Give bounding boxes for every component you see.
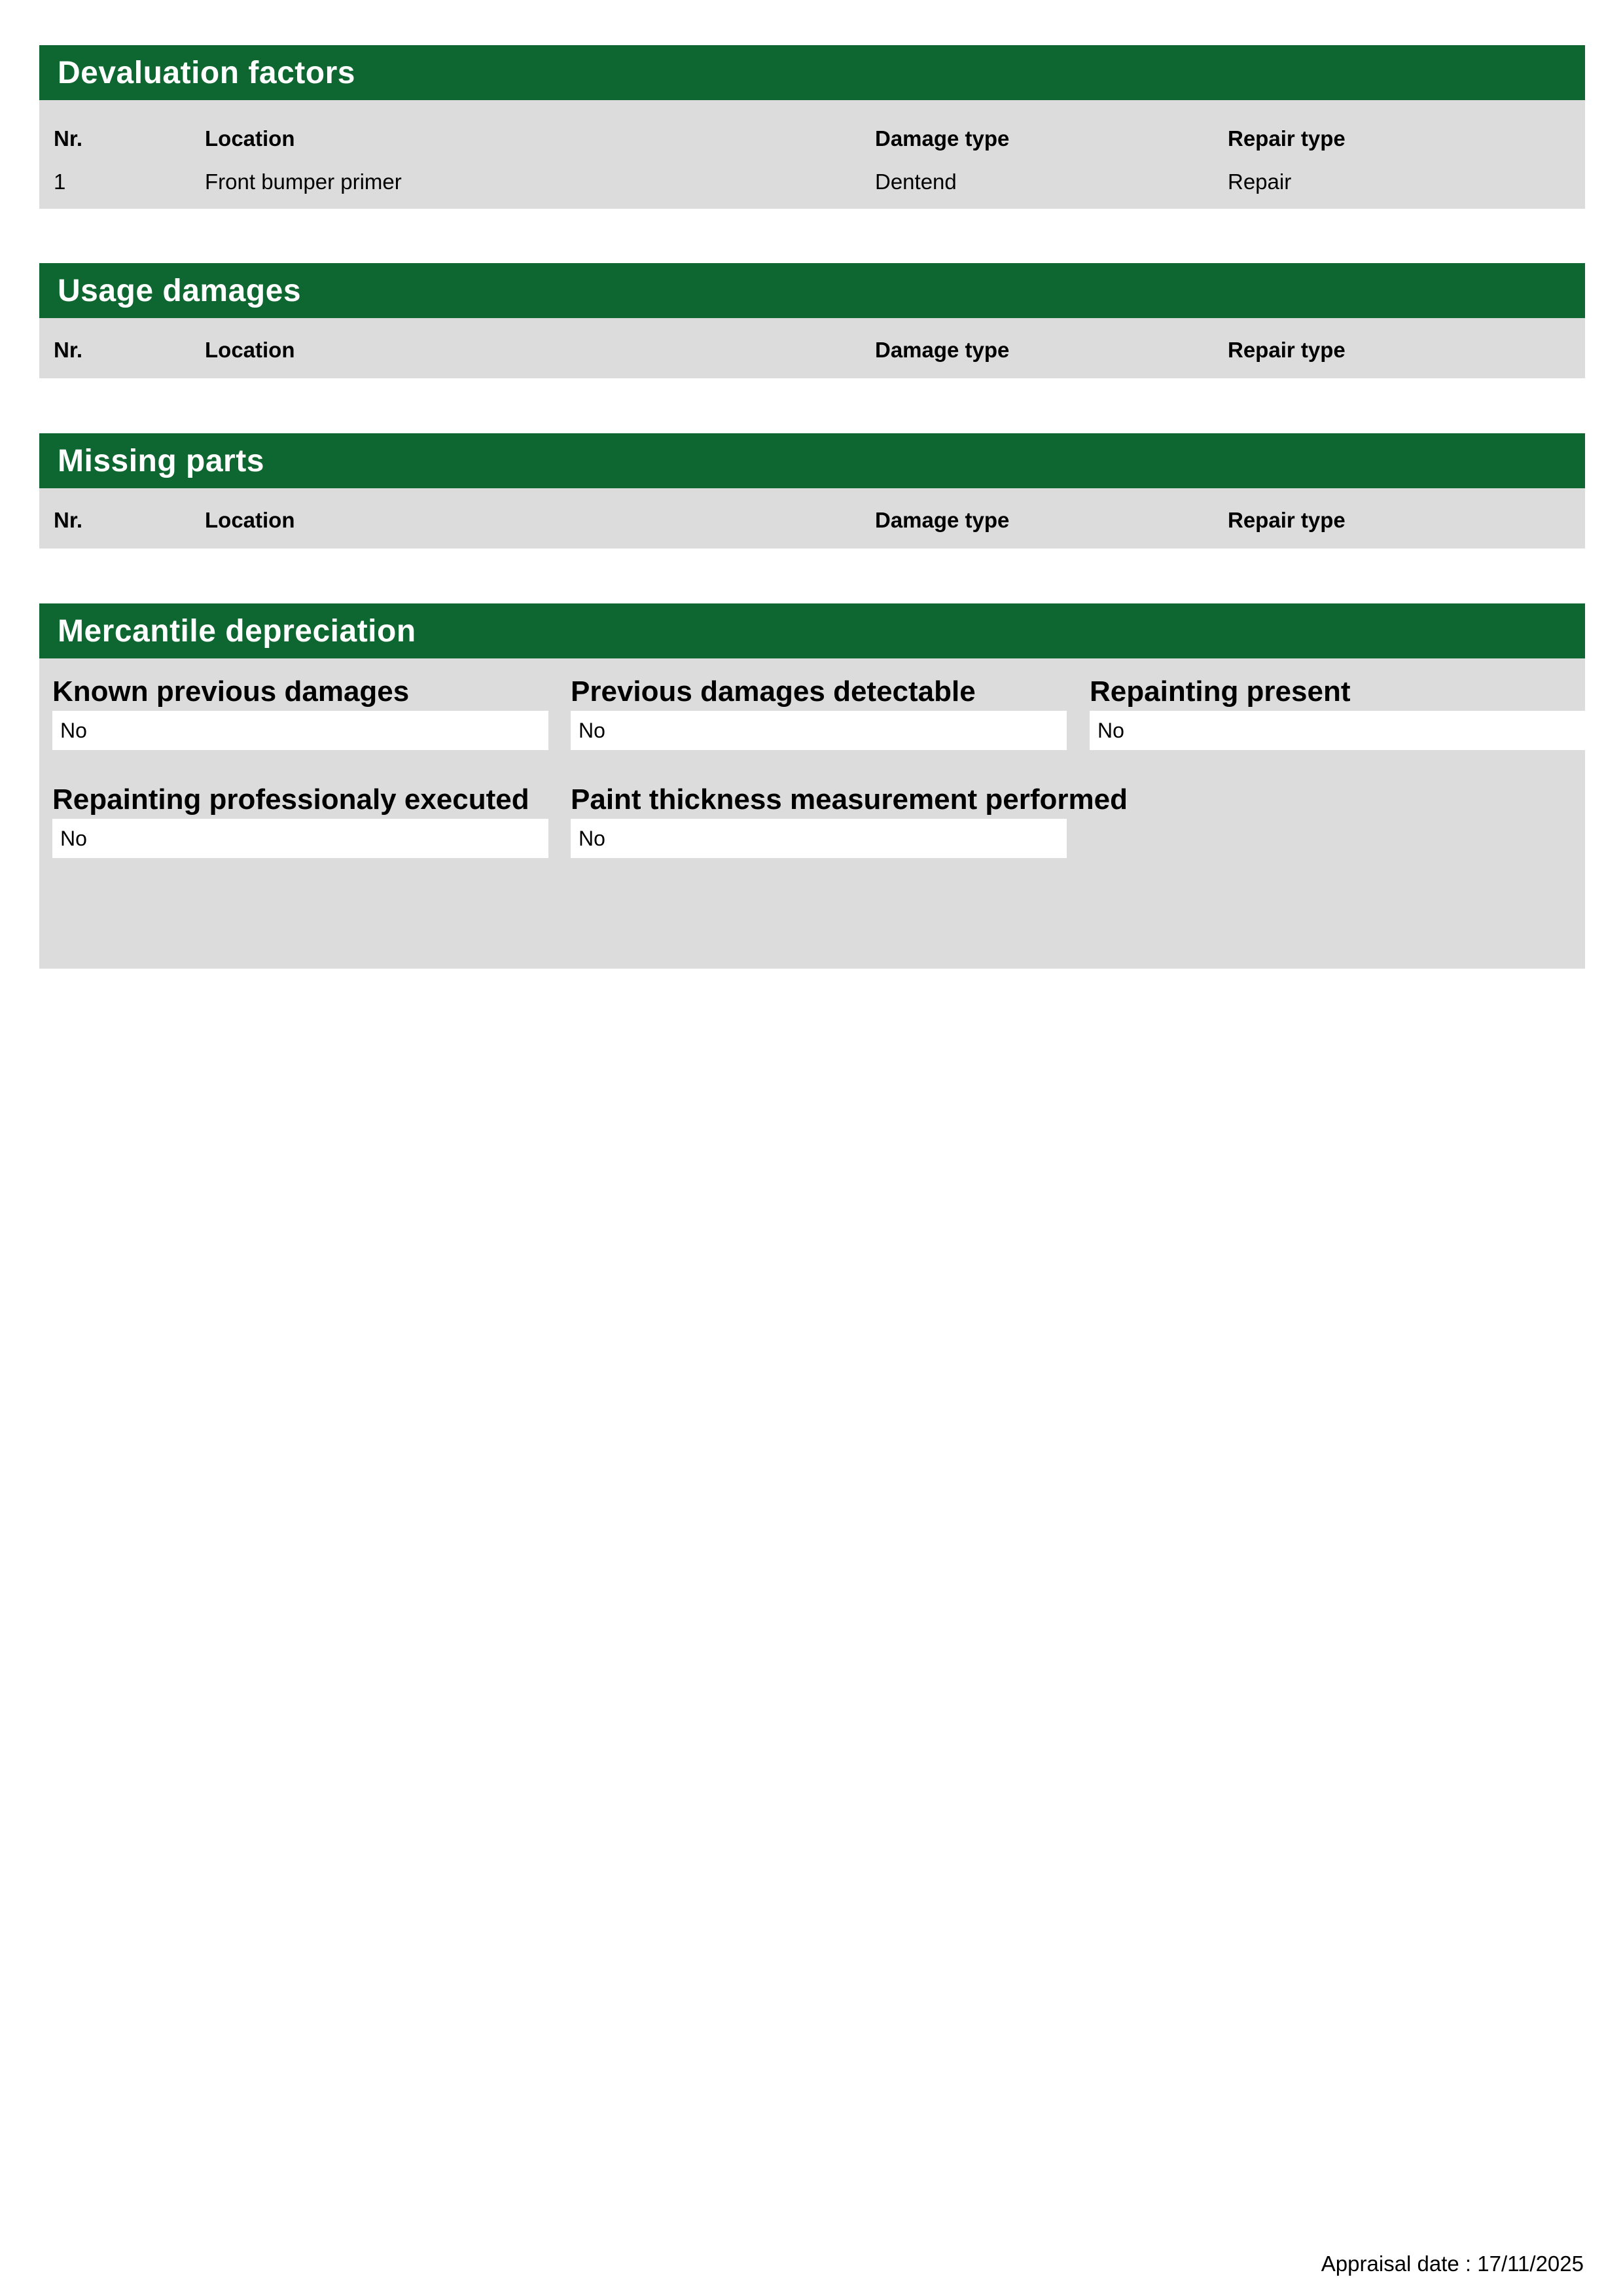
column-header-nr: Nr. [54, 508, 83, 532]
usage-damages-title-bar [39, 263, 1585, 318]
column-header-location: Location [205, 126, 295, 151]
column-header-location: Location [205, 508, 295, 532]
column-header-nr: Nr. [54, 338, 83, 362]
missing-parts-table [39, 488, 1585, 548]
column-header-damage-type: Damage type [875, 338, 1010, 362]
missing-parts-section [39, 433, 1585, 548]
column-header-repair-type: Repair type [1228, 126, 1346, 151]
column-header-damage-type: Damage type [875, 126, 1010, 151]
section-title: Mercantile depreciation [58, 613, 416, 649]
field-label-repainting-present: Repainting present [1090, 675, 1351, 708]
field-value-text: No [60, 718, 87, 742]
column-header-location: Location [205, 338, 295, 362]
section-title: Devaluation factors [58, 55, 355, 90]
row-location: Front bumper primer [205, 170, 402, 194]
column-header-repair-type: Repair type [1228, 508, 1346, 532]
devaluation-factors-title-bar [39, 45, 1585, 100]
table-row [39, 167, 1585, 197]
field-value-text: No [1097, 718, 1124, 742]
field-label-known-previous-damages: Known previous damages [52, 675, 410, 708]
table-header-row [39, 124, 1585, 154]
mercantile-depreciation-body [39, 658, 1585, 969]
devaluation-factors-table [39, 100, 1585, 209]
section-title: Missing parts [58, 443, 264, 478]
field-value-repainting-professionaly-executed [52, 819, 548, 858]
field-value-repainting-present [1090, 711, 1586, 750]
missing-parts-title-bar [39, 433, 1585, 488]
mercantile-depreciation-title-bar [39, 603, 1585, 658]
field-label-repainting-professionaly-executed: Repainting professionaly executed [52, 783, 529, 816]
field-value-previous-damages-detectable [571, 711, 1067, 750]
usage-damages-section [39, 263, 1585, 378]
field-label-paint-thickness-measurement-performed: Paint thickness measurement performed [571, 783, 1128, 816]
column-header-damage-type: Damage type [875, 508, 1010, 532]
field-value-text: No [60, 826, 87, 850]
row-nr: 1 [54, 170, 66, 194]
field-value-text: No [579, 826, 605, 850]
field-value-text: No [579, 718, 605, 742]
appraisal-date-footer: Appraisal date : 17/11/2025 [1321, 2251, 1584, 2276]
column-header-repair-type: Repair type [1228, 338, 1346, 362]
column-header-nr: Nr. [54, 126, 83, 151]
table-header-row [39, 505, 1585, 535]
field-value-known-previous-damages [52, 711, 548, 750]
field-label-previous-damages-detectable: Previous damages detectable [571, 675, 976, 708]
devaluation-factors-section [39, 45, 1585, 209]
row-damage-type: Dentend [875, 170, 957, 194]
mercantile-depreciation-section [39, 603, 1585, 969]
field-value-paint-thickness-measurement-performed [571, 819, 1067, 858]
usage-damages-table [39, 318, 1585, 378]
row-repair-type: Repair [1228, 170, 1292, 194]
table-header-row [39, 335, 1585, 365]
section-title: Usage damages [58, 273, 302, 308]
